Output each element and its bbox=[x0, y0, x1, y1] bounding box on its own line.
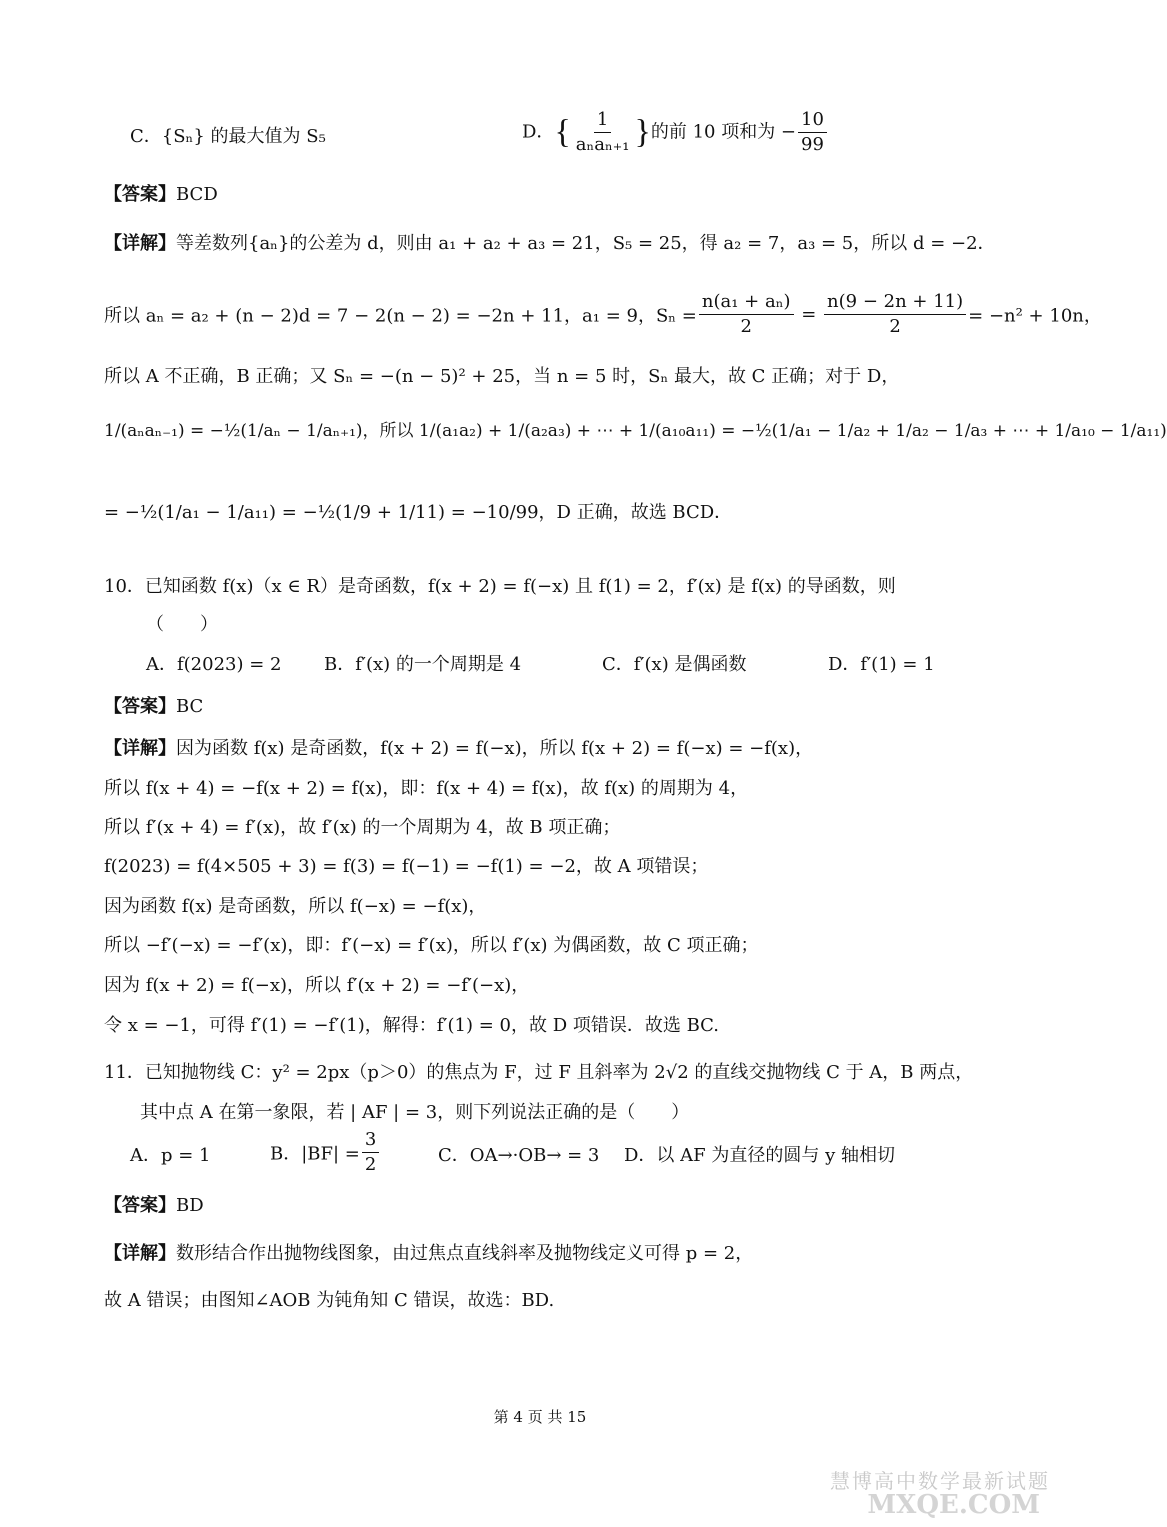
q9-detail-line-4: 1/(aₙaₙ₋₁) = −½(1/aₙ − 1/aₙ₊₁)，所以 1/(a₁a₂) + 1/(a₂a₃) + ⋯ + 1/(a₁₀a₁₁) = −½(1/a₁ − 1/a₂ + 1/a₂ − 1/a₃ + ⋯ + 1/a₁₀ − 1/a₁₁) bbox=[104, 421, 1167, 441]
q10-option-b: B．f′(x) 的一个周期是 4 bbox=[324, 654, 522, 675]
q10-detail-line-1: 【详解】因为函数 f(x) 是奇函数，f(x + 2) = f(−x)，所以 f(x + 2) = f(−x) = −f(x)， bbox=[104, 738, 814, 759]
q10-option-a: A．f(2023) = 2 bbox=[146, 654, 282, 675]
q11-option-a: A．p = 1 bbox=[130, 1145, 211, 1166]
q11-stem-line-1: 11．已知抛物线 C：y² = 2px（p＞0）的焦点为 F，过 F 且斜率为 2√2 的直线交抛物线 C 于 A，B 两点， bbox=[104, 1062, 974, 1083]
q11-option-d: D．以 AF 为直径的圆与 y 轴相切 bbox=[624, 1145, 895, 1166]
q9-detail-line-3: 所以 A 不正确，B 正确；又 Sₙ = −(n − 5)² + 25，当 n = 5 时，Sₙ 最大，故 C 正确；对于 D， bbox=[104, 366, 900, 387]
q9-option-c: C．{Sₙ} 的最大值为 S₅ bbox=[130, 126, 326, 147]
q11-answer: 【答案】BD bbox=[104, 1195, 204, 1216]
q11-detail-line-2: 故 A 错误；由图知∠AOB 为钝角知 C 错误，故选：BD. bbox=[104, 1290, 555, 1311]
q9-detail-line-1: 【详解】等差数列{aₙ}的公差为 d，则由 a₁ + a₂ + a₃ = 21，S₅ = 25，得 a₂ = 7，a₃ = 5，所以 d = −2． bbox=[104, 233, 996, 254]
q11-detail-line-1: 【详解】数形结合作出抛物线图象，由过焦点直线斜率及抛物线定义可得 p = 2， bbox=[104, 1243, 754, 1264]
q10-blank: （ ） bbox=[146, 614, 218, 635]
q10-detail-line-5: 因为函数 f(x) 是奇函数，所以 f(−x) = −f(x)， bbox=[104, 896, 487, 917]
q10-detail-line-4: f(2023) = f(4×505 + 3) = f(3) = f(−1) = −f(1) = −2，故 A 项错误； bbox=[104, 856, 709, 877]
q10-detail-line-2: 所以 f(x + 4) = −f(x + 2) = f(x)，即：f(x + 4) = f(x)，故 f(x) 的周期为 4， bbox=[104, 778, 749, 799]
q10-option-c: C．f′(x) 是偶函数 bbox=[602, 654, 747, 675]
watermark-logo: MXQE.COM bbox=[867, 1490, 1040, 1520]
q10-detail-line-6: 所以 −f′(−x) = −f′(x)，即：f′(−x) = f′(x)，所以 f′(x) 为偶函数，故 C 项正确； bbox=[104, 935, 759, 956]
watermark-text: 慧博高中数学最新试题 bbox=[830, 1469, 1050, 1493]
q10-answer: 【答案】BC bbox=[104, 696, 204, 717]
q10-option-d: D．f′(1) = 1 bbox=[828, 654, 935, 675]
q9-option-d: D．{ 1 aₙaₙ₊₁ }的前 10 项和为 − $\frac{10}{99}$ bbox=[522, 108, 829, 157]
q9-detail-line-2: 所以 aₙ = a₂ + (n − 2)d = 7 − 2(n − 2) = −2n + 11，a₁ = 9，Sₙ = $\frac{\text{n(a₁ + aₙ)}}{2}$ = $\frac{n(9 - 2n + 11)}{2}$ = −n² + 10n， bbox=[104, 291, 1102, 337]
q9-detail-line-5: = −½(1/a₁ − 1/a₁₁) = −½(1/9 + 1/11) = −10/99，D 正确，故选 BCD． bbox=[104, 502, 733, 523]
q9-option-d-label: D． bbox=[522, 121, 555, 143]
q10-detail-line-7: 因为 f(x + 2) = f(−x)，所以 f′(x + 2) = −f′(−x)， bbox=[104, 975, 530, 996]
q9-option-d-fraction: 1 aₙaₙ₊₁ bbox=[575, 109, 630, 155]
q9-option-d-text: 的前 10 项和为 − bbox=[650, 121, 797, 143]
q10-stem: 10．已知函数 f(x)（x ∈ R）是奇函数，f(x + 2) = f(−x) 且 f(1) = 2，f′(x) 是 f(x) 的导函数，则 bbox=[104, 576, 896, 597]
q10-detail-line-8: 令 x = −1，可得 f′(1) = −f′(1)，解得：f′(1) = 0，故 D 项错误．故选 BC. bbox=[104, 1015, 719, 1036]
q11-option-c: C．OA→·OB→ = 3 bbox=[438, 1145, 600, 1166]
q10-detail-line-3: 所以 f′(x + 4) = f′(x)，故 f′(x) 的一个周期为 4，故 B 项正确； bbox=[104, 817, 621, 838]
q11-stem-line-2: 其中点 A 在第一象限，若 | AF | = 3，则下列说法正确的是（ ） bbox=[140, 1102, 690, 1123]
q9-answer: 【答案】BCD bbox=[104, 184, 218, 205]
q11-option-b: B．|BF| = $\frac{3}{2}$ bbox=[270, 1128, 381, 1177]
q9-option-d-value: $\frac{10}{99}$ bbox=[798, 108, 827, 157]
page-footer: 第 4 页 共 15 bbox=[493, 1408, 587, 1426]
